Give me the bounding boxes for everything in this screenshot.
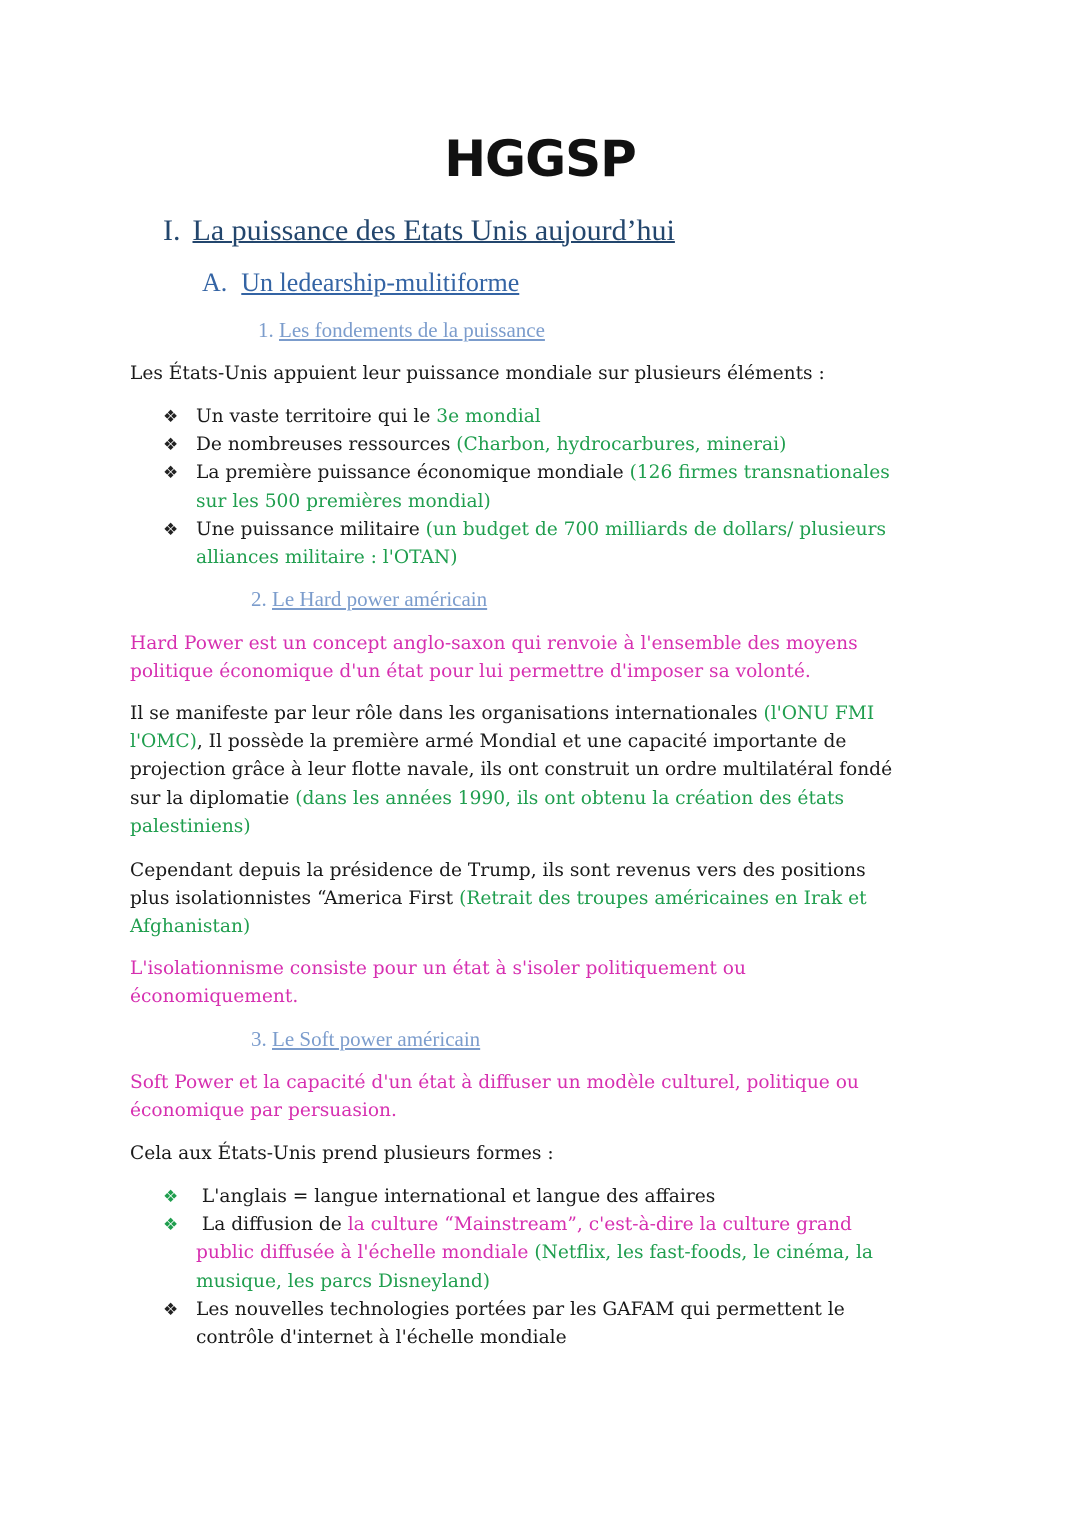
heading-sub-2 <box>251 587 487 612</box>
heading-sub-3 <box>251 1027 480 1052</box>
list-item: ❖ La diffusion de la culture “Mainstream”, c'est-à-dire la culture grand public diffusée à l'échelle mondiale (Netflix, les fast-foods, le cinéma, la musique, les parcs Disneyland) <box>163 1211 953 1296</box>
hard-power-paragraph-2: Cependant depuis la présidence de Trump, ils sont revenus vers des positions plus isolationnistes “America First (Retrait des troupes américaines en Irak et Afghanistan) <box>130 860 867 938</box>
list-item: ❖ La première puissance économique mondiale (126 firmes transnationales sur les 500 premières mondial) <box>163 459 953 515</box>
diamond-bullet-icon: ❖ <box>163 519 179 540</box>
list-item: ❖ Les nouvelles technologies portées par les GAFAM qui permettent le contrôle d'internet à l'échelle mondiale <box>163 1296 953 1352</box>
list-item: ❖ Une puissance militaire (un budget de 700 milliards de dollars/ plusieurs alliances militaire : l'OTAN) <box>163 516 953 572</box>
hard-power-paragraph-1: Il se manifeste par leur rôle dans les organisations internationales (l'ONU FMI l'OMC), Il possède la première armé Mondial et une capacité importante de projection grâce à leur flotte navale, ils ont construit un ordre multilatéral fondé sur la diplomatie (dans les années 1990, ils ont obtenu la création des états palestiniens) <box>130 703 893 837</box>
heading-sub-1 <box>258 318 545 343</box>
heading-number: I. <box>163 214 181 247</box>
diamond-bullet-icon: ❖ <box>163 463 179 484</box>
diamond-bullet-icon: ❖ <box>163 407 179 427</box>
heading-number: 2. <box>251 587 267 611</box>
heading-label: La puissance des Etats Unis aujourd’hui <box>192 214 675 247</box>
heading-label: Un ledearship-mulitiforme <box>241 268 520 297</box>
diamond-bullet-icon: ❖ <box>163 1187 179 1207</box>
bullet-list-soft-power <box>163 1183 953 1352</box>
list-item: ❖ De nombreuses ressources (Charbon, hydrocarbures, minerai) <box>163 431 953 459</box>
isolationism-definition: L'isolationnisme consiste pour un état à s'isoler politiquement ou économiquement. <box>130 958 746 1008</box>
heading-number: A. <box>202 268 228 297</box>
heading-label: Les fondements de la puissance <box>279 318 545 342</box>
heading-number: 3. <box>251 1027 267 1051</box>
diamond-bullet-icon: ❖ <box>163 1299 179 1320</box>
list-item: ❖ L'anglais = langue international et langue des affaires <box>163 1183 953 1211</box>
bullet-list-fondements <box>163 403 953 572</box>
intro-paragraph-2: Cela aux États-Unis prend plusieurs formes : <box>130 1143 554 1164</box>
heading-section-1 <box>163 214 675 248</box>
heading-section-a <box>202 268 519 298</box>
list-item: ❖ Un vaste territoire qui le 3e mondial <box>163 403 953 431</box>
heading-label: Le Hard power américain <box>272 587 488 611</box>
soft-power-definition: Soft Power et la capacité d'un état à diffuser un modèle culturel, politique ou économique par persuasion. <box>130 1072 859 1122</box>
page-title: HGGSP <box>444 130 636 188</box>
intro-paragraph-1: Les États-Unis appuient leur puissance mondiale sur plusieurs éléments : <box>130 363 825 384</box>
diamond-bullet-icon: ❖ <box>163 435 179 456</box>
heading-number: 1. <box>258 318 274 342</box>
heading-label: Le Soft power américain <box>272 1027 481 1051</box>
hard-power-definition: Hard Power est un concept anglo-saxon qui renvoie à l'ensemble des moyens politique économique d'un état pour lui permettre d'imposer sa volonté. <box>130 633 858 683</box>
diamond-bullet-icon: ❖ <box>163 1215 179 1236</box>
